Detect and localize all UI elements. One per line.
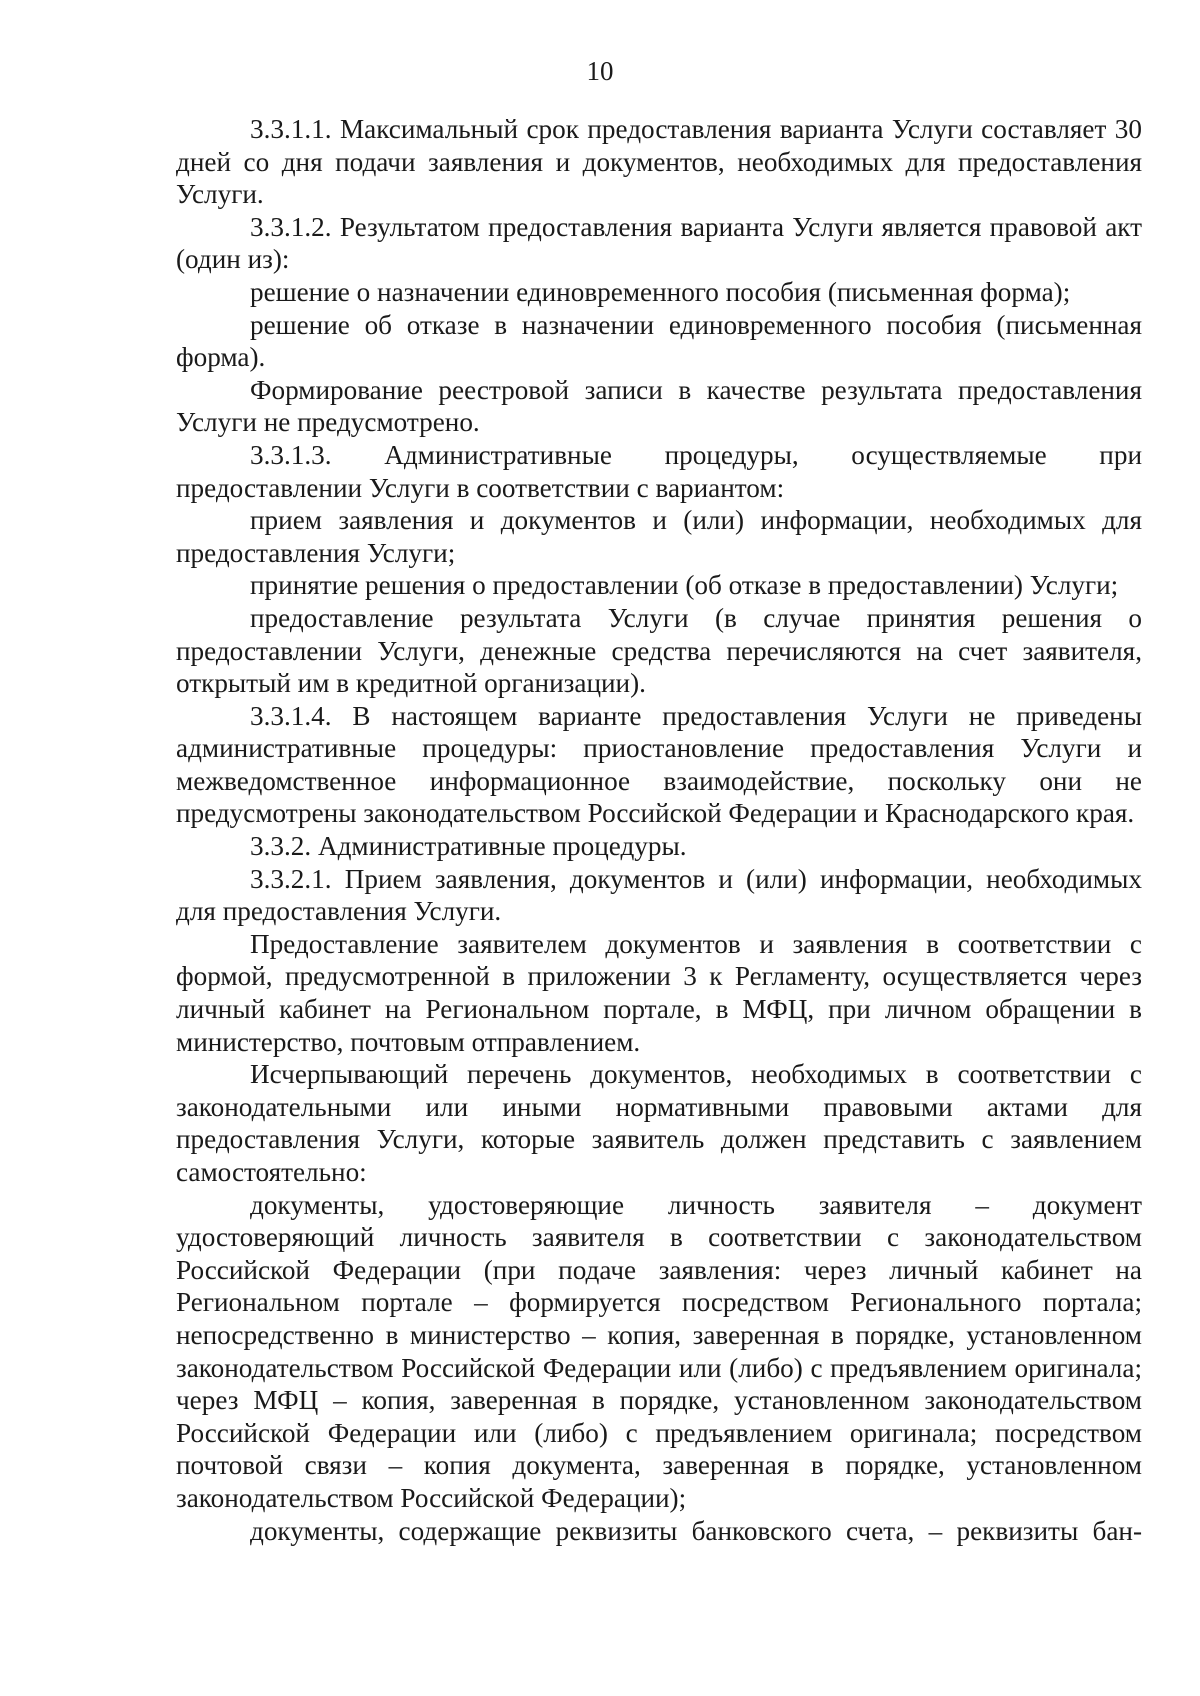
paragraph-registry-record: Формирование реестровой записи в качестве результата предоставления Услуги не предусмотрено. <box>176 374 1142 438</box>
page-number: 10 <box>586 56 614 86</box>
paragraph-procedure-intake: прием заявления и документов и (или) информации, необходимых для предоставления Услуги; <box>176 505 1142 568</box>
paragraph-3-3-2-1: 3.3.2.1. Прием заявления, документов и (или) информации, необходимых для предоставления Услуги. <box>176 863 1142 927</box>
paragraph-3-3-1-1: 3.3.1.1. Максимальный срок предоставления варианта Услуги составляет 30 дней со дня подачи заявления и документов, необходимых для предоставления Услуги. <box>176 114 1142 210</box>
paragraph-3-3-1-2: 3.3.1.2. Результатом предоставления варианта Услуги является правовой акт (один из): <box>176 211 1142 275</box>
document-body <box>176 113 1142 1547</box>
paragraph-identity-documents: документы, удостоверяющие личность заявителя – документ удостоверяющий личность заявителя в соответствии с законодательством Российской Федерации (при подаче заявления: через личный кабинет на Региональном портале – формируется посредством Регионального портала; непосредственно в министерство – копия, заверенная в порядке, установленном законодательством Российской Федерации или (либо) с предъявлением оригинала; через МФЦ – копия, заверенная в порядке, установленном законодательством Российской Федерации или (либо) с предъявлением оригинала; посредством почтовой связи – копия документа, заверенная в порядке, установленном законодательством Российской Федерации); <box>176 1189 1142 1513</box>
paragraph-bank-details: документы, содержащие реквизиты банковского счета, – реквизиты бан- <box>250 1515 1142 1546</box>
paragraph-3-3-1-3: 3.3.1.3. Административные процедуры, осуществляемые при предоставлении Услуги в соответствии с вариантом: <box>176 439 1142 503</box>
paragraph-3-3-1-4: 3.3.1.4. В настоящем варианте предоставления Услуги не приведены административные процедуры: приостановление предоставления Услуги и межведомственное информационное взаимодействие, поскольку они не предусмотрены законодательством Российской Федерации и Краснодарского края. <box>176 700 1142 829</box>
paragraph-procedure-result: предоставление результата Услуги (в случае принятия решения о предоставлении Услуги, денежные средства перечисляются на счет заявителя, открытый им в кредитной организации). <box>176 602 1142 699</box>
paragraph-procedure-decision: принятие решения о предоставлении (об отказе в предоставлении) Услуги; <box>250 570 1119 601</box>
paragraph-document-list: Исчерпывающий перечень документов, необходимых в соответствии с законодательными или иными нормативными правовыми актами для предоставления Услуги, которые заявитель должен представить с заявлением самостоятельно: <box>176 1059 1142 1187</box>
paragraph-result-refusal: решение об отказе в назначении единовременного пособия (письменная форма). <box>176 309 1142 373</box>
paragraph-result-grant: решение о назначении единовременного пособия (письменная форма); <box>250 276 1071 307</box>
paragraph-submission-channels: Предоставление заявителем документов и заявления в соответствии с формой, предусмотренной в приложении 3 к Регламенту, осуществляется через личный кабинет на Региональном портале, в МФЦ, при личном обращении в министерство, почтовым отправлением. <box>176 928 1142 1057</box>
paragraph-3-3-2: 3.3.2. Административные процедуры. <box>250 831 687 862</box>
